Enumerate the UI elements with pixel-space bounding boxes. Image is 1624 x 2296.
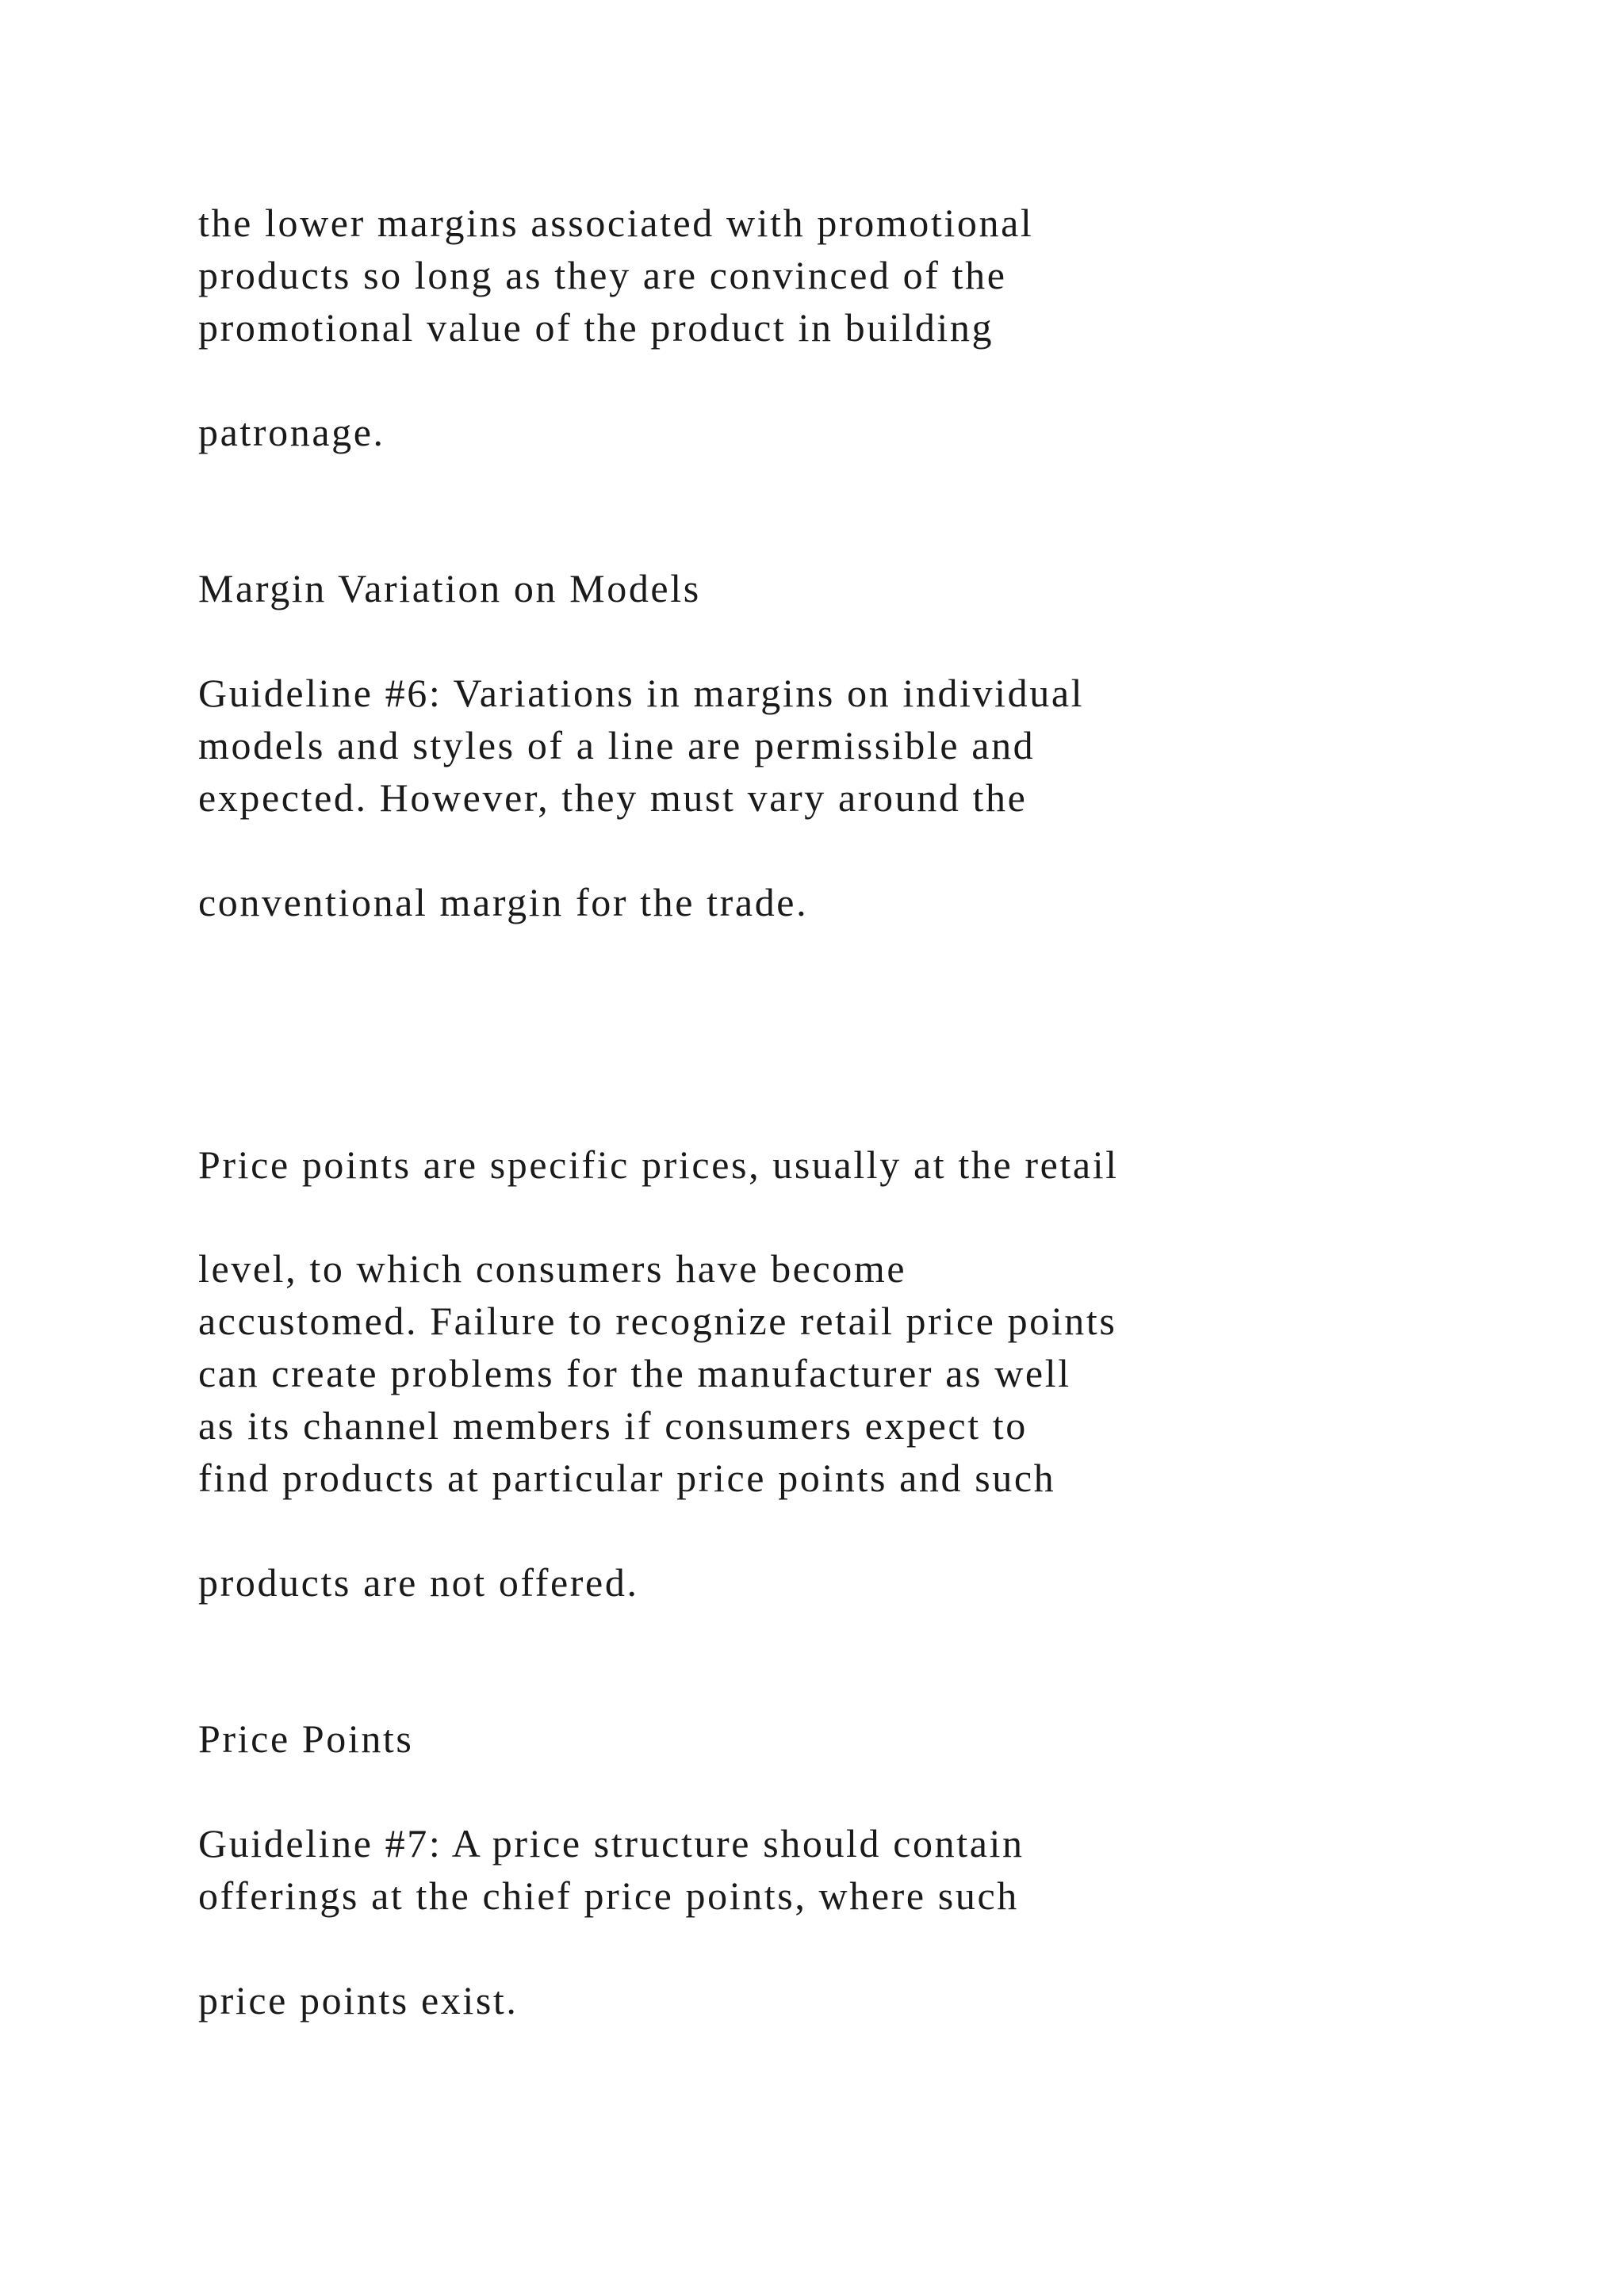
text-line: offerings at the chief price points, where such [198,1873,1019,1918]
text-line: Price points are specific prices, usually at the retail [198,1142,1119,1187]
text-line: promotional value of the product in building [198,305,994,350]
text-line: models and styles of a line are permissible and [198,723,1036,767]
text-line: price points exist. [198,1978,519,2022]
text-line: patronage. [198,410,385,454]
text-line: conventional margin for the trade. [198,880,809,924]
text-line: products are not offered. [198,1560,639,1605]
text-line: expected. However, they must vary around the [198,775,1028,820]
text-line: Guideline #7: A price structure should contain [198,1821,1025,1866]
text-line: the lower margins associated with promotional [198,201,1034,245]
text-line: level, to which consumers have become [198,1246,907,1291]
text-line: find products at particular price points and such [198,1456,1056,1500]
text-line: accustomed. Failure to recognize retail price points [198,1299,1117,1343]
text-line: products so long as they are convinced of the [198,253,1007,297]
text-line: Guideline #6: Variations in margins on individual [198,671,1085,715]
text-line: as its channel members if consumers expect to [198,1403,1028,1448]
text-line: can create problems for the manufacturer as well [198,1351,1071,1395]
section-heading: Margin Variation on Models [198,566,701,610]
section-heading: Price Points [198,1716,414,1761]
